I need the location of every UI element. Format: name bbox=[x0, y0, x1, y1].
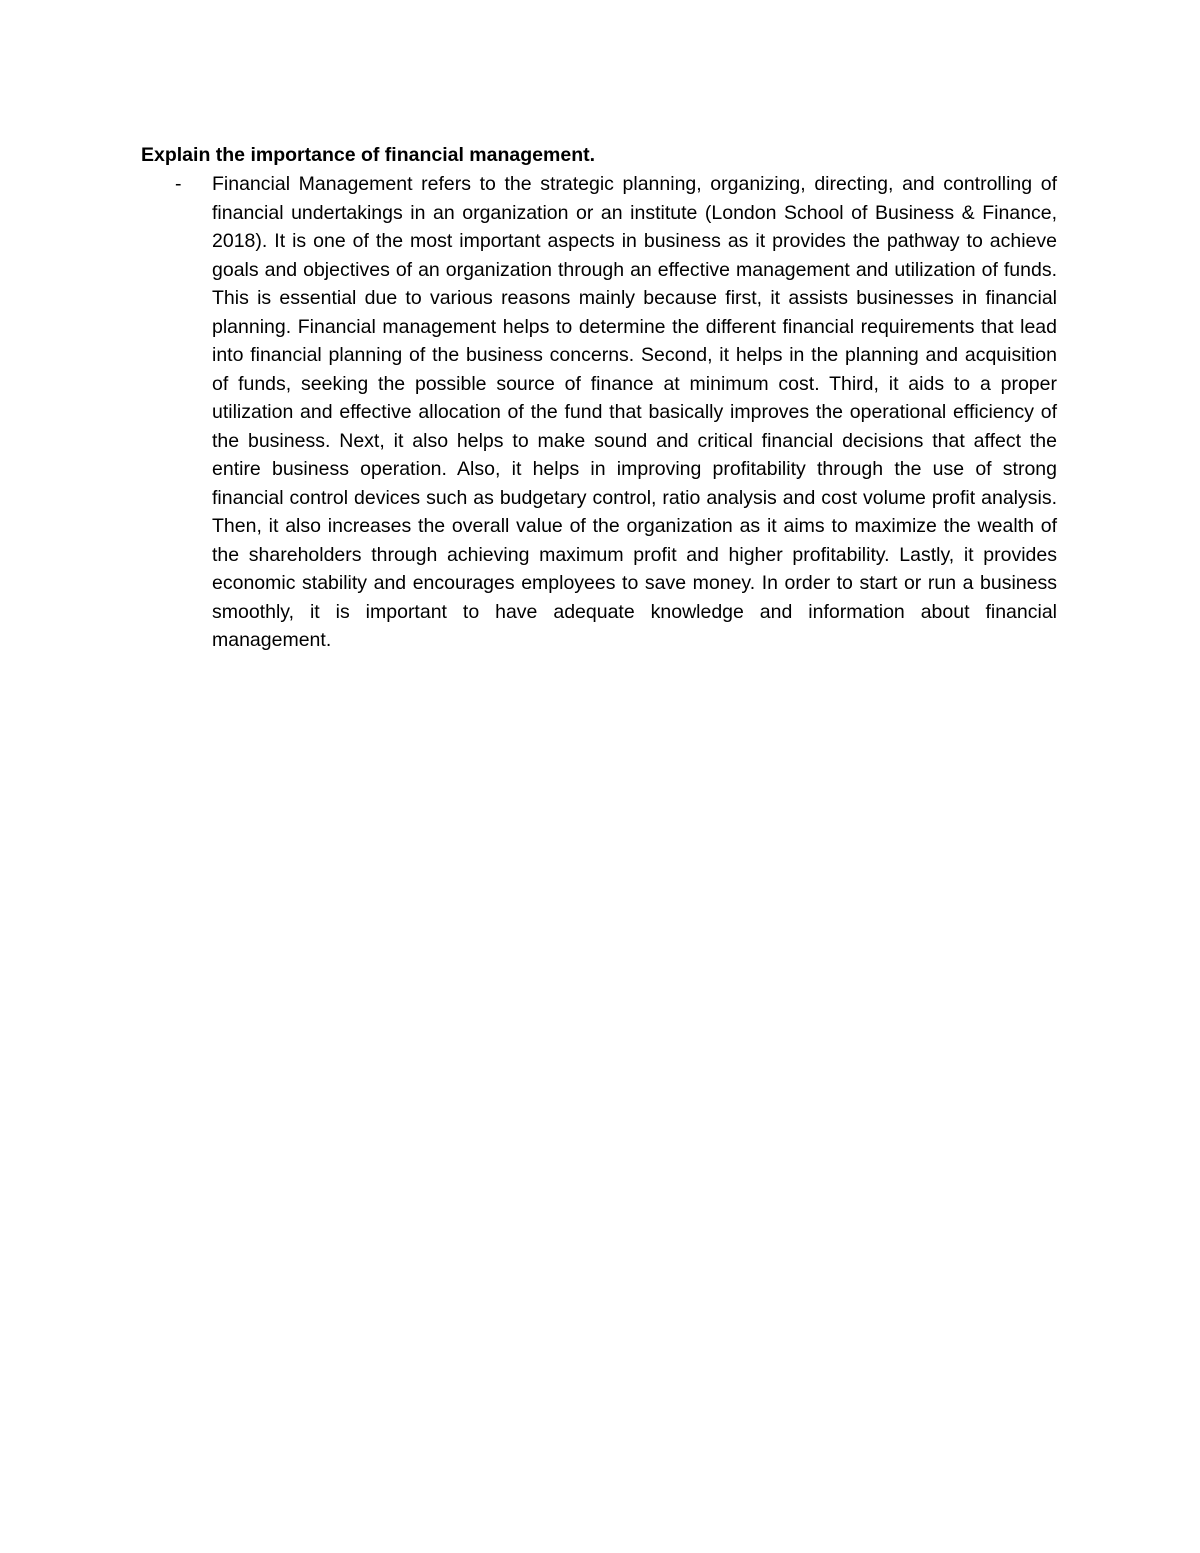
answer-paragraph: Financial Management refers to the strategic planning, organizing, directing, and controlling of financial undertakings in an organization or an institute (London School of Business & Finance, 2018). It is one of the most important aspects in business as it provides the pathway to achieve goals and objectives of an organization through an effective management and utilization of funds. This is essential due to various reasons mainly because first, it assists businesses in financial planning. Financial management helps to determine the different financial requirements that lead into financial planning of the business concerns. Second, it helps in the planning and acquisition of funds, seeking the possible source of finance at minimum cost. Third, it aids to a proper utilization and effective allocation of the fund that basically improves the operational efficiency of the business. Next, it also helps to make sound and critical financial decisions that affect the entire business operation. Also, it helps in improving profitability through the use of strong financial control devices such as budgetary control, ratio analysis and cost volume profit analysis. Then, it also increases the overall value of the organization as it aims to maximize the wealth of the shareholders through achieving maximum profit and higher profitability. Lastly, it provides economic stability and encourages employees to save money. In order to start or run a business smoothly, it is important to have adequate knowledge and information about financial management. bbox=[212, 173, 1057, 651]
question-heading: Explain the importance of financial management. bbox=[141, 144, 596, 166]
list-marker: - bbox=[175, 173, 182, 195]
